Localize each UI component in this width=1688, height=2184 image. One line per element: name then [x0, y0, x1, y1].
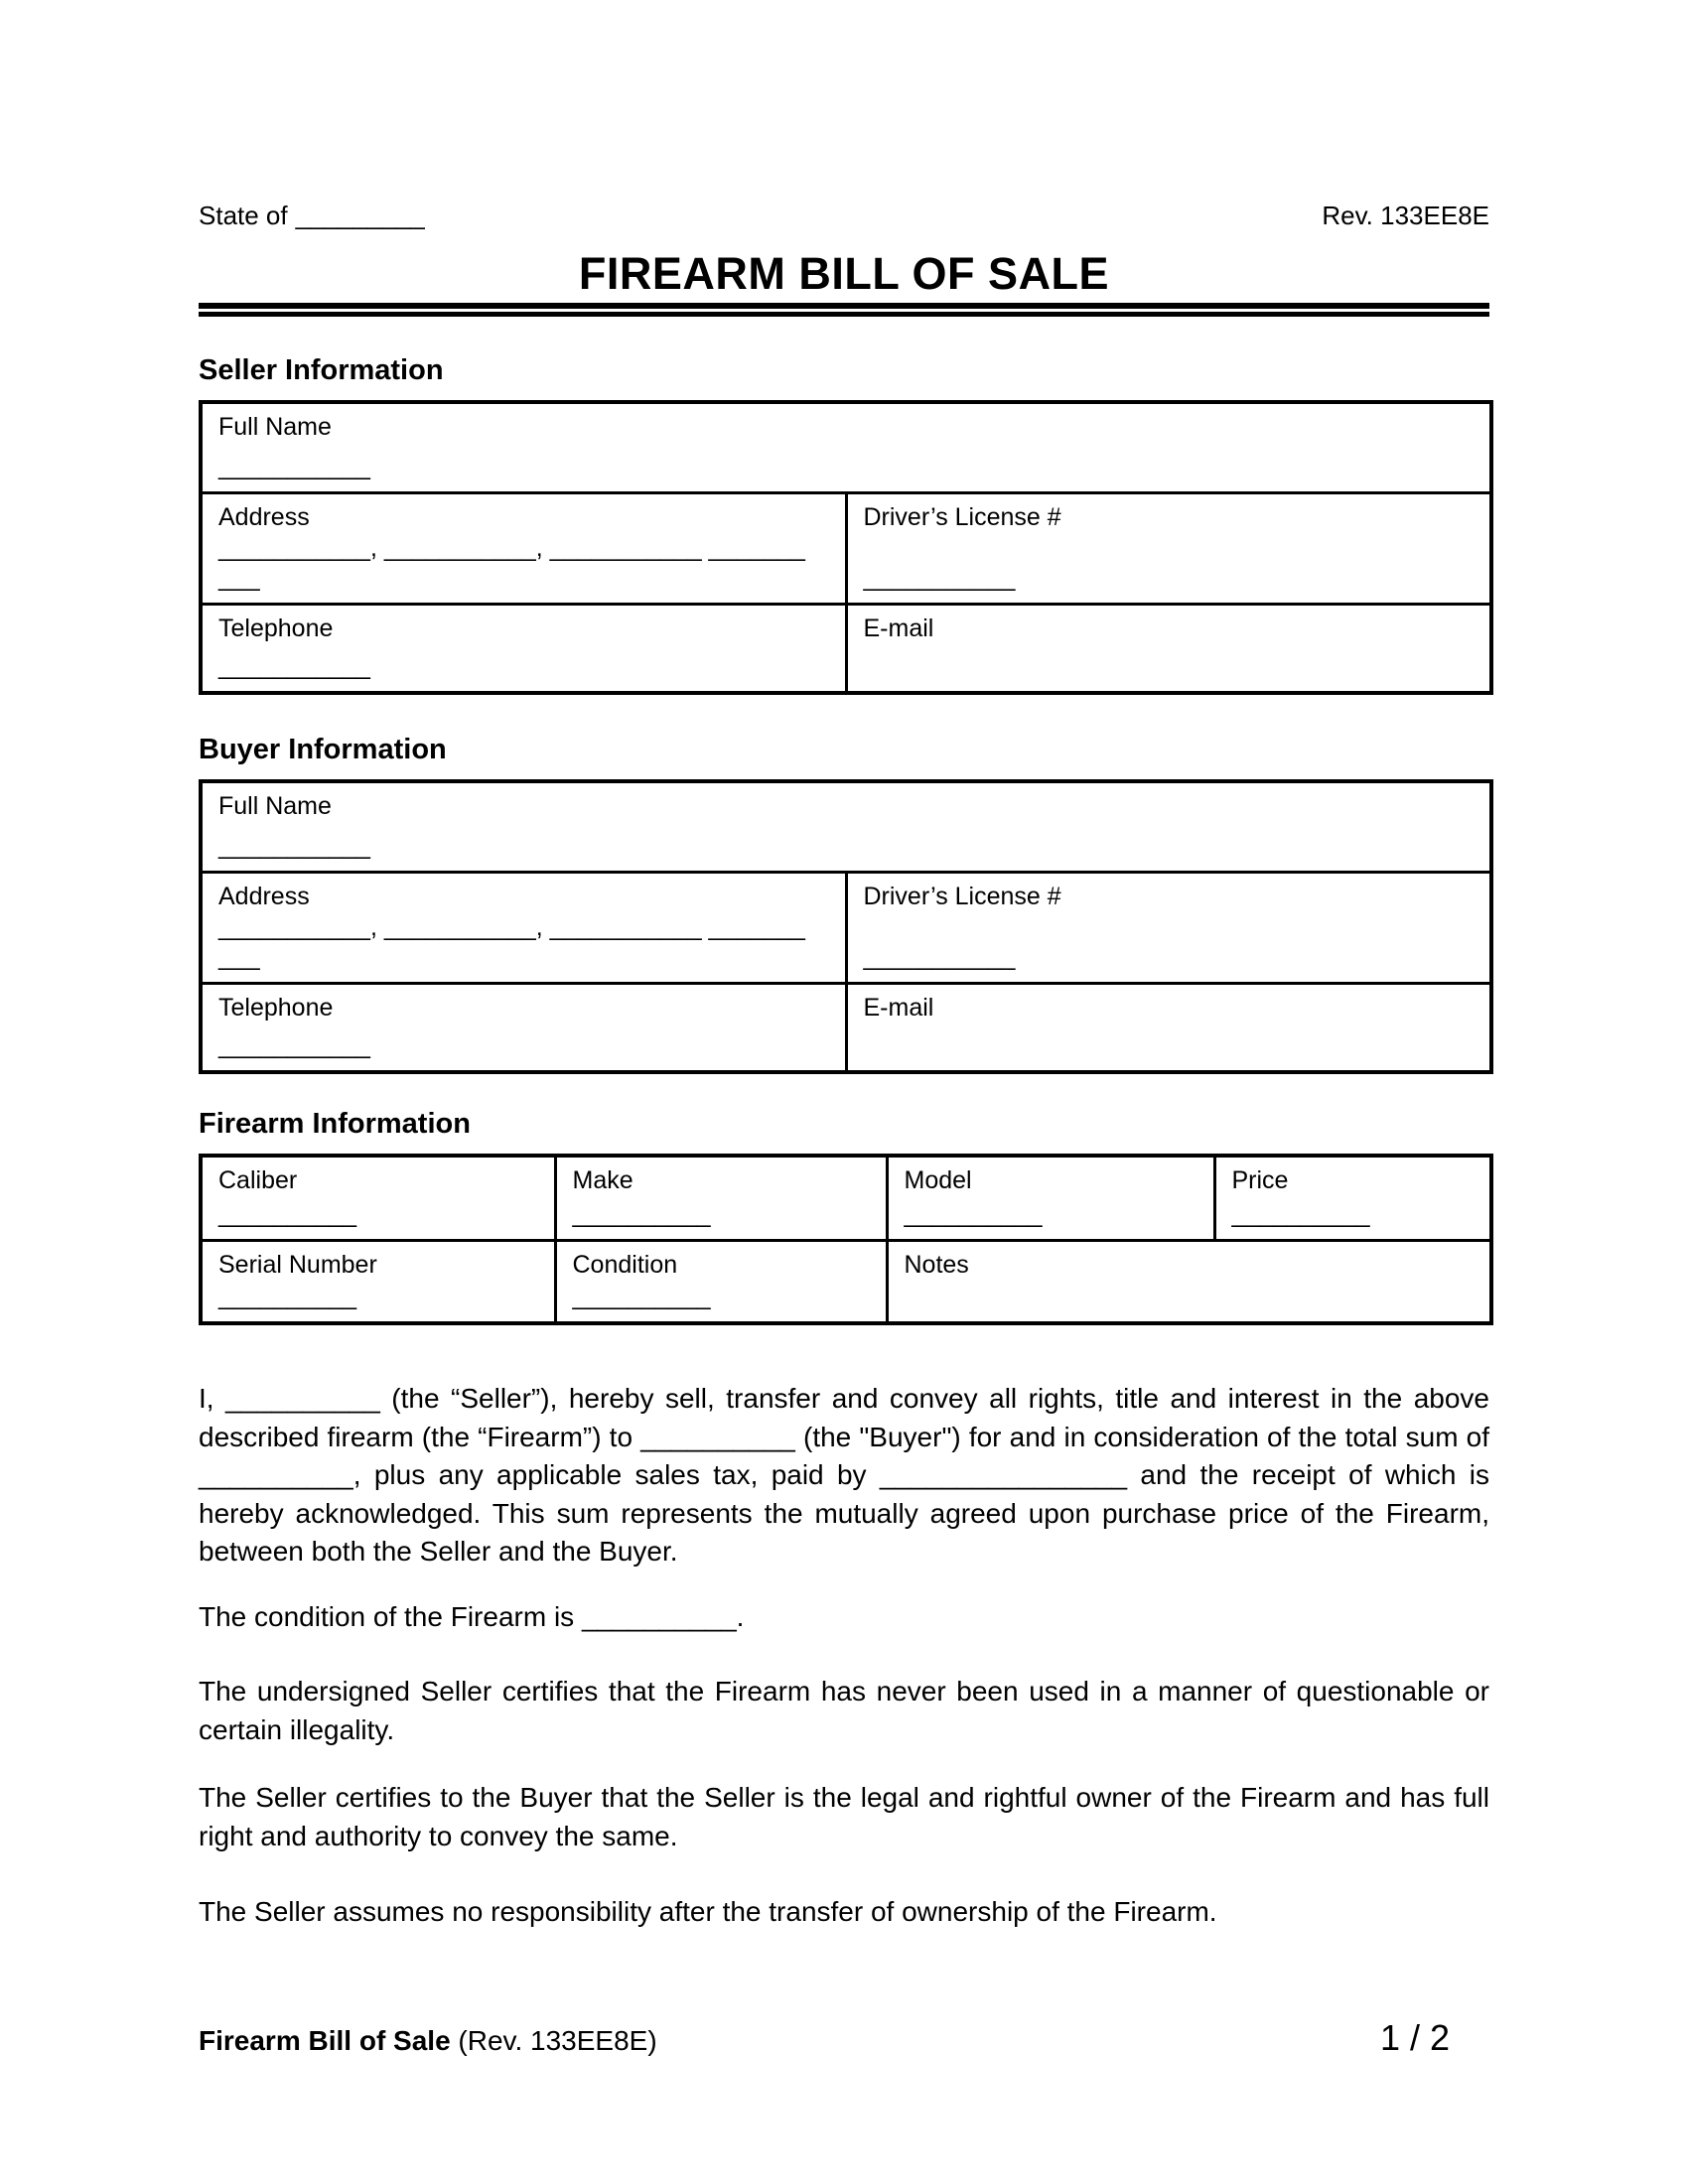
firearm-model-blank[interactable]: __________ — [904, 1200, 1043, 1228]
firearm-serial-number-blank[interactable]: __________ — [218, 1283, 357, 1310]
seller-telephone-blank[interactable]: ___________ — [218, 652, 370, 680]
footer-doc-title: Firearm Bill of Sale (Rev. 133EE8E) — [199, 2025, 657, 2056]
state-of-line — [199, 201, 425, 230]
paragraph-condition: The condition of the Firearm is __________. — [199, 1601, 745, 1632]
buyer-drivers-license-blank[interactable]: ___________ — [863, 943, 1016, 971]
seller-telephone-label: Telephone — [218, 614, 334, 642]
buyer-drivers-license-cell — [846, 873, 1491, 984]
paragraph-certify-legality: The undersigned Seller certifies that the Firearm has never been used in a manner of questionable or certain illegality. — [199, 1676, 1489, 1745]
page-title: FIREARM BILL OF SALE — [578, 248, 1110, 299]
seller-email-label: E-mail — [863, 614, 934, 642]
buyer-telephone-blank[interactable]: ___________ — [218, 1031, 370, 1059]
buyer-address-blank[interactable]: ___________, ___________, ___________ _______ ___ — [218, 913, 805, 971]
state-of-blank[interactable]: _________ — [295, 201, 425, 230]
firearm-model-cell — [887, 1156, 1214, 1241]
seller-address-cell — [201, 493, 846, 605]
buyer-email-cell — [846, 984, 1491, 1073]
table-row — [201, 873, 1491, 984]
firearm-condition-blank[interactable]: __________ — [572, 1283, 711, 1310]
buyer-address-label: Address — [218, 883, 310, 910]
firearm-caliber-label: Caliber — [218, 1166, 298, 1194]
firearm-price-cell — [1214, 1156, 1491, 1241]
buyer-section-heading: Buyer Information — [199, 734, 447, 765]
title-divider — [199, 303, 1489, 317]
firearm-condition-cell — [555, 1241, 887, 1324]
buyer-telephone-label: Telephone — [218, 994, 334, 1022]
top-line — [199, 201, 1489, 230]
firearm-caliber-cell — [201, 1156, 555, 1241]
table-row — [201, 605, 1491, 694]
seller-drivers-license-cell — [846, 493, 1491, 605]
table-row — [201, 1156, 1491, 1241]
table-row — [201, 984, 1491, 1073]
firearm-caliber-blank[interactable]: __________ — [218, 1200, 357, 1228]
firearm-make-cell — [555, 1156, 887, 1241]
seller-address-blank[interactable]: ___________, ___________, ___________ _______ ___ — [218, 534, 805, 592]
firearm-condition-label: Condition — [572, 1251, 678, 1279]
buyer-info-table — [199, 779, 1493, 1074]
seller-address-label: Address — [218, 503, 310, 531]
page-footer — [199, 2017, 1489, 2059]
paragraph-no-responsibility: The Seller assumes no responsibility after the transfer of ownership of the Firearm. — [199, 1896, 1217, 1927]
revision-label: Rev. 133EE8E — [1322, 201, 1489, 230]
buyer-drivers-license-label: Driver’s License # — [863, 883, 1061, 910]
buyer-email-label: E-mail — [863, 994, 934, 1022]
seller-info-table — [199, 400, 1493, 695]
firearm-model-label: Model — [904, 1166, 972, 1194]
paragraph-sale-terms: I, __________ (the “Seller”), hereby sell, transfer and convey all rights, title and interest in the above described firearm (the “Firearm”) to __________ (the "Buyer") for and in consideration of the total sum of __________, plus any applicable sales tax, paid by ________________ and the receipt of which is hereby acknowledged. This sum represents the mutually agreed upon purchase price of the Firearm, between both the Seller and the Buyer. — [199, 1383, 1489, 1567]
paragraph-certify-owner: The Seller certifies to the Buyer that the Seller is the legal and rightful owner of the Firearm and has full right and authority to convey the same. — [199, 1782, 1489, 1851]
buyer-full-name-cell — [201, 781, 1491, 873]
firearm-make-blank[interactable]: __________ — [572, 1200, 711, 1228]
firearm-serial-number-cell — [201, 1241, 555, 1324]
seller-full-name-label: Full Name — [218, 413, 332, 441]
firearm-section-heading: Firearm Information — [199, 1108, 471, 1140]
table-row — [201, 493, 1491, 605]
seller-section-heading: Seller Information — [199, 354, 444, 386]
buyer-address-cell — [201, 873, 846, 984]
state-of-label: State of — [199, 201, 288, 230]
firearm-price-blank[interactable]: __________ — [1231, 1200, 1370, 1228]
seller-full-name-cell — [201, 402, 1491, 493]
page-number: 1 / 2 — [1379, 2017, 1450, 2058]
firearm-make-label: Make — [572, 1166, 633, 1194]
firearm-serial-number-label: Serial Number — [218, 1251, 377, 1279]
buyer-telephone-cell — [201, 984, 846, 1073]
seller-email-cell — [846, 605, 1491, 694]
firearm-notes-cell — [887, 1241, 1491, 1324]
firearm-info-table — [199, 1154, 1493, 1325]
buyer-full-name-blank[interactable]: ___________ — [218, 832, 370, 860]
table-row — [201, 1241, 1491, 1324]
firearm-notes-label: Notes — [904, 1251, 969, 1279]
firearm-price-label: Price — [1231, 1166, 1289, 1194]
buyer-full-name-label: Full Name — [218, 792, 332, 820]
seller-drivers-license-blank[interactable]: ___________ — [863, 564, 1016, 592]
table-row — [201, 402, 1491, 493]
table-row — [201, 781, 1491, 873]
seller-drivers-license-label: Driver’s License # — [863, 503, 1061, 531]
seller-full-name-blank[interactable]: ___________ — [218, 453, 370, 480]
seller-telephone-cell — [201, 605, 846, 694]
